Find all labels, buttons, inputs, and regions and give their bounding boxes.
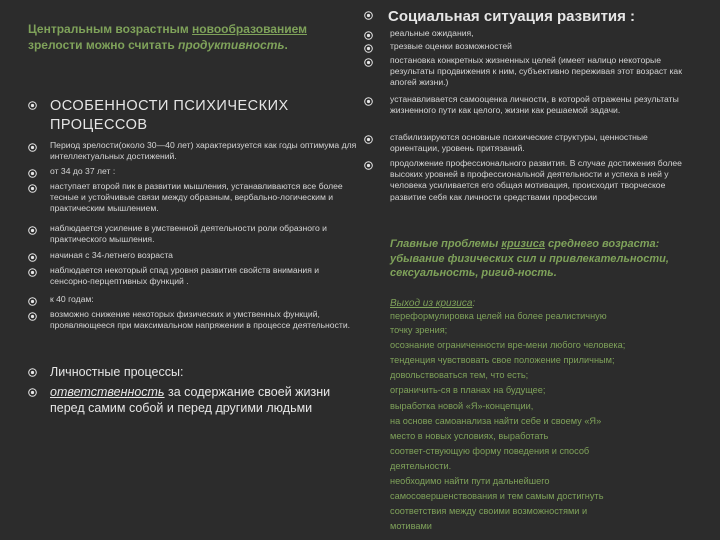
list-item: трезвые оценки возможностей [390,41,512,51]
responsibility-text [50,384,340,416]
list-item: стабилизируются основные психические структуры, ценностные ориентации, уровень притязаний. [390,132,648,154]
list-item: наступает второй пик в развитии мышления, устанавливаются все более тесные и устойчивые связи между образным, вербально-логическим и практическим мышлением. [50,181,343,214]
exit-line: на основе самоанализа найти себе и своему «Я» [390,416,602,426]
target-bullet-icon [364,31,373,40]
exit-title-keyword: Выход из кризиса [390,298,473,309]
problems-part1: Главные проблемы [390,238,502,250]
exit-line: переформулировка целей на более реалистичную [390,311,607,321]
intro-part3: зрелости можно считать [28,37,179,52]
exit-line: довольствоваться тем, что есть; [390,370,529,380]
intro-keyword: новообразованием [192,22,307,36]
target-bullet-icon [28,368,37,377]
intro-statement [28,22,313,53]
list-item: наблюдается усиление в умственной деятельности роли образного и практического мышления. [50,223,327,245]
list-item: к 40 годам: [50,294,94,304]
target-bullet-icon [28,143,37,152]
target-bullet-icon [364,161,373,170]
problems-keyword: кризиса [501,238,545,250]
section-heading: ОСОБЕННОСТИ ПСИХИЧЕСКИХ ПРОЦЕССОВ [50,98,289,133]
list-item: Период зрелости(около 30—40 лет) характеризуется как годы оптимума для интеллектуальных достижений. [50,140,357,162]
responsibility-rest: за содержание своей жизни перед самим собой и перед другими людьми [50,385,331,415]
intro-part5: . [284,37,288,52]
exit-line: точку зрения; [390,325,448,335]
list-item: постановка конкретных жизненных целей (имеет налицо некоторые результаты продвижения к ним, субъективно переживая этот возраст как апогей жизни.) [390,55,682,88]
target-bullet-icon [364,44,373,53]
crisis-problems [390,237,710,281]
exit-line: соответствия между своими возможностями и [390,506,588,516]
exit-line: тенденция чувствовать свое положение приличным; [390,355,615,365]
list-item: наблюдается некоторый спад уровня развития свойств внимания и сенсорно-перцептивных функций . [50,265,320,287]
target-bullet-icon [364,58,373,67]
target-bullet-icon [28,101,37,110]
exit-line: выработка новой «Я»-концепции, [390,401,534,411]
target-bullet-icon [364,135,373,144]
target-bullet-icon [28,268,37,277]
personal-heading: Личностные процессы: [50,365,184,379]
exit-line: необходимо найти пути дальнейшего [390,476,550,486]
target-bullet-icon [28,169,37,178]
target-bullet-icon [28,388,37,397]
exit-line: самосовершенствования и тем самым достигнуть [390,491,604,501]
target-bullet-icon [28,226,37,235]
exit-line: соответ-ствующую форму поведения и способ [390,446,590,456]
problems-part3: среднего возраста: убывание физических сил и привлекательности, сексуальность, ригид-ность. [390,238,669,279]
exit-line: осознание ограниченности вре-мени любого человека; [390,340,626,350]
list-item: начиная с 34-летнего возраста [50,250,173,260]
right-title: Социальная ситуация развития : [388,8,636,25]
intro-part1: Центральным возрастным [28,22,193,36]
responsibility-keyword: ответственность [50,385,165,399]
exit-line: место в новых условиях, выработать [390,431,549,441]
list-item: продолжение профессионального развития. В случае достижения более высоких уровней в профессиональной деятельности и успеха в ней у человека усиливается его общая мотивация, происходит творческое развитие себя как личности средствами профессии [390,158,682,202]
exit-line: ограничить-ся в планах на будущее; [390,385,546,395]
list-item: от 34 до 37 лет : [50,166,116,176]
exit-line: мотивами [390,521,432,531]
list-item: возможно снижение некоторых физических и умственных функций, проявляющееся при максимальном напряжении в процессе деятельности. [50,309,351,331]
intro-emphasis: продуктивность [178,37,285,52]
list-item: реальные ожидания, [390,28,474,38]
crisis-exit-title [390,297,710,310]
target-bullet-icon [364,97,373,106]
list-item: устанавливается самооценка личности, в которой отражены результаты жизненного пути как целого, жизни как решаемой задачи. [390,94,679,116]
target-bullet-icon [28,184,37,193]
target-bullet-icon [28,253,37,262]
target-bullet-icon [28,312,37,321]
exit-title-rest: : [472,298,476,309]
target-bullet-icon [28,297,37,306]
target-bullet-icon [364,11,373,20]
exit-line: деятельности. [390,461,452,471]
